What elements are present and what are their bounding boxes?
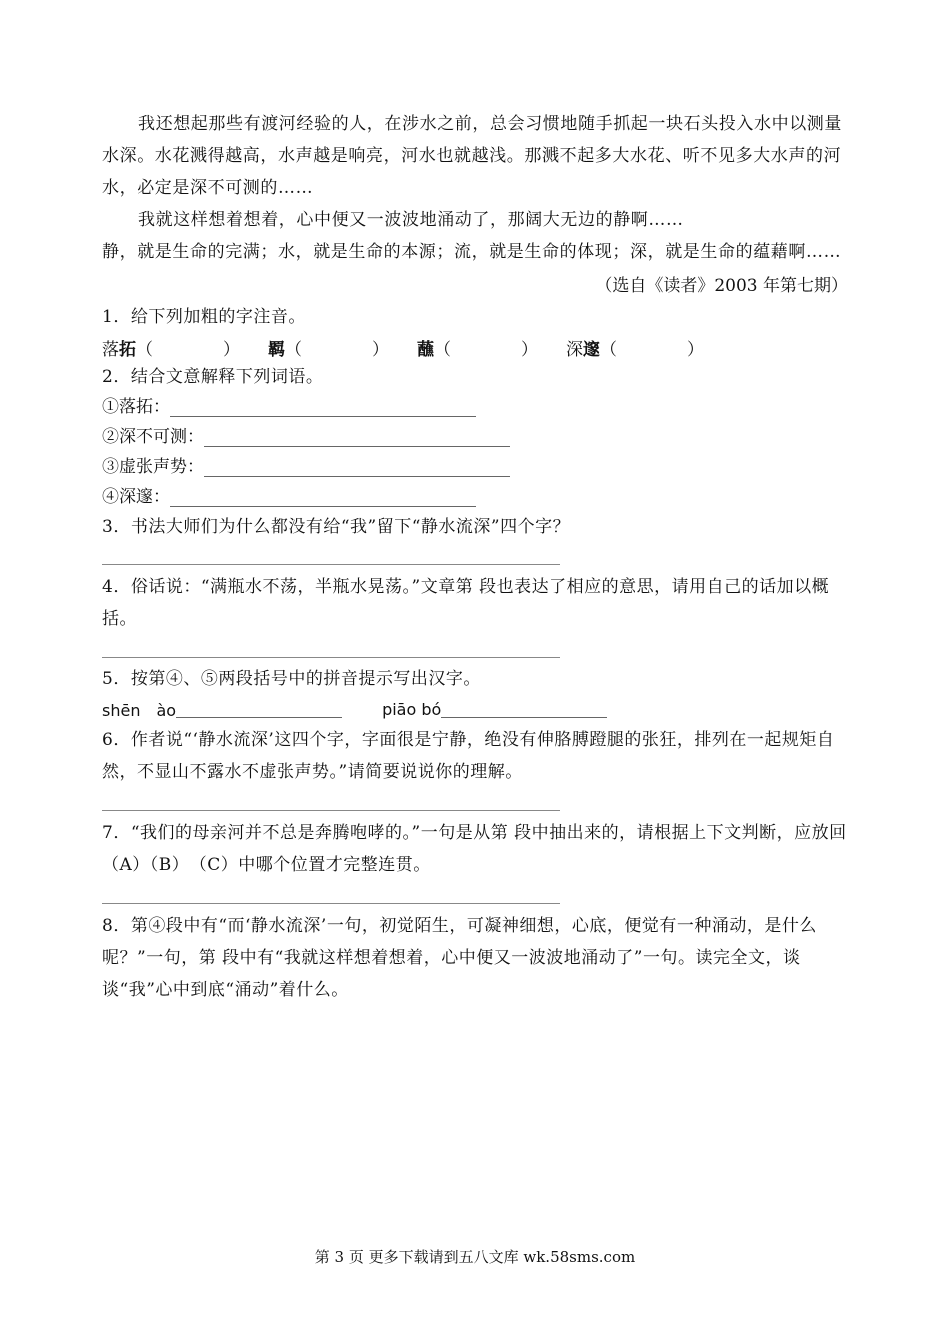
question-5-prompt: 5．按第④、⑤两段括号中的拼音提示写出汉字。 (102, 669, 481, 689)
question-3-prompt: 3．书法大师们为什么都没有给“我”留下“静水流深”四个字？ (102, 517, 571, 537)
passage-paragraph-1: 我还想起那些有渡河经验的人，在涉水之前，总会习惯地随手抓起一块石头投入水中以测量水深。水花溅得越高，水声越是响亮，河水也就越浅。那溅不起多大水花、听不见多大水声的河水，必定是深不可测的…… (102, 114, 842, 198)
page-footer: 第 3 页 更多下载请到五八文库 wk.58sms.com (314, 1248, 636, 1266)
term-row (102, 452, 848, 482)
question-4-prompt: 4．俗话说：“满瓶水不荡，半瓶水晃荡。”文章第 段也表达了相应的意思，请用自己的话加以概括。 (102, 577, 830, 629)
passage-source: （选自《读者》2003 年第七期） (595, 276, 848, 296)
answer-line[interactable] (204, 428, 510, 447)
pinyin-hint: shēn ào (102, 700, 177, 720)
pinyin-item: 深邃（ ） (566, 339, 704, 360)
answer-line[interactable] (102, 542, 560, 565)
question-6-prompt: 6．作者说“‘静水流深’这四个字，字面很是宁静，绝没有伸胳膊蹬腿的张狂，排列在一起规矩自然，不显山不露水不虚张声势。”请简要说说你的理解。 (102, 730, 835, 782)
pinyin-item: 蘸（ ） (417, 339, 538, 360)
worksheet-page (102, 108, 848, 1006)
term-label: ③虚张声势： (102, 457, 204, 477)
question-8-prompt: 8．第④段中有“而‘静水流深’一句，初觉陌生，可凝神细想，心底，便觉有一种涌动，是什么呢？”一句，第 段中有“我就这样想着想着，心中便又一波波地涌动了”一句。读完全文，谈谈“我”心中到底“涌动”着什么。 (102, 916, 817, 1000)
question-1-items (102, 332, 848, 362)
term-row (102, 422, 848, 452)
bold-char: 蘸 (417, 339, 434, 360)
answer-line[interactable] (204, 458, 510, 477)
answer-line[interactable] (102, 788, 560, 811)
bold-char: 羁 (268, 339, 285, 360)
passage-paragraph-3: 静，就是生命的完满；水，就是生命的本源；流，就是生命的体现；深，就是生命的蕴藉啊…… (102, 242, 842, 262)
answer-line[interactable] (176, 701, 342, 718)
answer-line[interactable] (102, 881, 560, 904)
term-row (102, 482, 848, 512)
term-label: ②深不可测： (102, 427, 204, 447)
answer-line[interactable] (441, 701, 607, 718)
term-label: ④深邃： (102, 487, 170, 507)
bold-char: 邃 (583, 339, 600, 360)
question-7-prompt: 7．“我们的母亲河并不总是奔腾咆哮的。”一句是从第 段中抽出来的，请根据上下文判断，应放回（A）（B） （C）中哪个位置才完整连贯。 (102, 823, 847, 875)
bold-char: 拓 (119, 339, 136, 360)
passage-paragraph-2: 我就这样想着想着，心中便又一波波地涌动了，那阔大无边的静啊…… (138, 210, 684, 230)
term-label: ①落拓： (102, 397, 170, 417)
answer-line[interactable] (170, 398, 476, 417)
question-1-prompt: 1．给下列加粗的字注音。 (102, 307, 306, 327)
pinyin-item: 落拓（ ） (102, 339, 240, 360)
answer-line[interactable] (170, 488, 476, 507)
question-2-prompt: 2．结合文意解释下列词语。 (102, 367, 324, 387)
pinyin-row (102, 694, 848, 724)
answer-line[interactable] (102, 635, 560, 658)
pinyin-item: 羁（ ） (268, 339, 389, 360)
pinyin-hint: piāo bó (382, 699, 442, 719)
term-row (102, 392, 848, 422)
